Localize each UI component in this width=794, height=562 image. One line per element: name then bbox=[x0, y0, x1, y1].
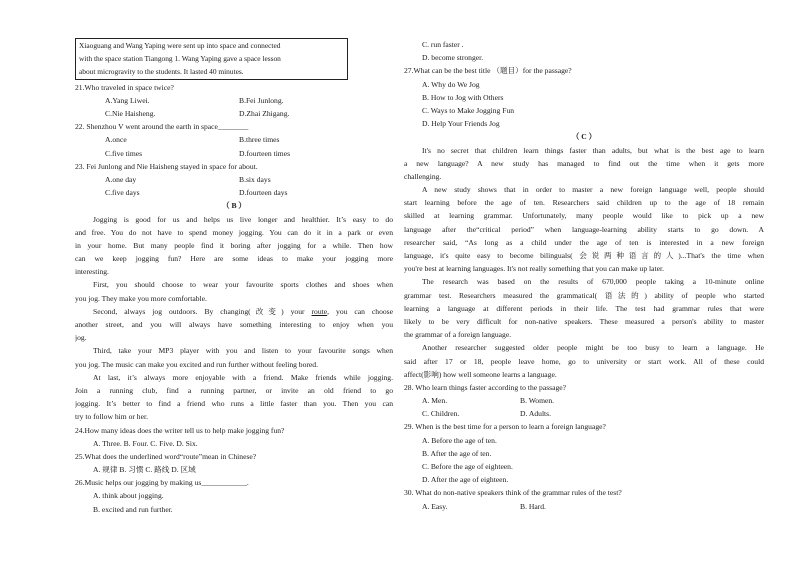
underlined-word-route: route bbox=[311, 306, 328, 316]
question-22-stem: 22. Shenzhou V went around the earth in space________ bbox=[75, 122, 249, 132]
question-22-options-row bbox=[75, 147, 393, 160]
passage-line: First, you should choose to wear your favourite sports clothes and shoes when bbox=[93, 280, 393, 290]
passage-line: language, it's quite easy to become bilinguals( 会说两种语言的人)...That's the time when bbox=[404, 251, 764, 260]
option-c: C. run faster . bbox=[422, 40, 464, 49]
option-b: B. After the age of ten. bbox=[422, 448, 492, 458]
option-b: B.Fei Junlong. bbox=[239, 95, 284, 105]
option-c: C. Ways to Make Jogging Fun bbox=[422, 105, 515, 115]
passage-line: another street, and you will always have something interesting to enjoy when you bbox=[75, 320, 393, 330]
passage-line: you're best at learning languages. It's not really something that you can make up later. bbox=[404, 264, 665, 274]
passage-b-paragraph-4 bbox=[75, 344, 393, 370]
question-28-options-row bbox=[404, 407, 764, 420]
option-d: D. Help Your Friends Jog bbox=[422, 119, 500, 129]
passage-line: grammar test. Researchers measured the grammatical( 语法的) ability of people who started bbox=[404, 290, 764, 300]
passage-line: It's no secret that children learn things faster than adults, but what is the best age to learn bbox=[422, 145, 764, 155]
option-a: A.once bbox=[105, 135, 127, 145]
passage-b-heading: （ B ） bbox=[221, 201, 247, 211]
option-c: C.five days bbox=[105, 188, 140, 198]
option-b: B.six days bbox=[239, 174, 271, 184]
passage-line: in your home. But many people find it boring after jogging for a while. Then how bbox=[75, 240, 393, 250]
option-a: A.one day bbox=[105, 174, 137, 184]
summary-line: with the space station Tiangong 1. Wang Yaping gave a space lesson bbox=[79, 54, 281, 64]
passage-b-paragraph-2 bbox=[75, 278, 393, 304]
passage-c-heading: （ C ） bbox=[571, 132, 597, 142]
question-25-stem: 25.What does the underlined word“route”mean in Chinese? bbox=[75, 451, 257, 461]
option-c: C. Children. bbox=[422, 409, 460, 419]
question-27-stem: 27.What can be the best title （题目）for the passage? bbox=[404, 66, 572, 76]
option-a: A. Easy. bbox=[422, 501, 448, 511]
passage-line: affect(影响) how well someone learns a language. bbox=[404, 369, 557, 379]
question-21-stem: 21.Who traveled in space twice? bbox=[75, 82, 174, 92]
passage-text: , you can choose bbox=[327, 306, 393, 316]
option-c: C.five times bbox=[105, 148, 143, 158]
question-24-options: A. Three. B. Four. C. Five. D. Six. bbox=[93, 438, 198, 448]
passage-line: start learning before the age of ten. Researchers said children up to the age of 18 remain bbox=[404, 198, 764, 208]
passage-text: Second, always jog outdoors. By changing(改变) your bbox=[93, 306, 312, 316]
option-b: B.three times bbox=[239, 135, 280, 145]
question-30-options-row bbox=[404, 500, 764, 513]
passage-line bbox=[75, 305, 393, 318]
option-d: D. Adults. bbox=[520, 409, 552, 419]
question-28-options-row bbox=[404, 394, 764, 407]
question-22-options-row bbox=[75, 133, 393, 146]
option-c: C.Nie Haisheng. bbox=[105, 108, 156, 118]
option-d: D.fourteen times bbox=[239, 148, 291, 158]
passage-line: Third, take your MP3 player with you and listen to your favourite songs when bbox=[93, 346, 393, 356]
passage-line: likely to be very difficult for non-native speakers. These measured a person's ability to master bbox=[404, 316, 764, 326]
option-a: A. Why do We Jog bbox=[422, 79, 480, 89]
summary-line: Xiaoguang and Wang Yaping were sent up into space and connected bbox=[79, 41, 281, 50]
passage-c-paragraph-4 bbox=[404, 341, 764, 381]
passage-line: you jog. The music can make you excited and run further without feeling bored. bbox=[75, 359, 318, 369]
option-b: B. Women. bbox=[520, 396, 555, 406]
passage-c-paragraph-1 bbox=[404, 144, 764, 184]
passage-line: The research was based on the results of 670,000 people taking a 10-minute online bbox=[422, 277, 764, 287]
option-c: C. Before the age of eighteen. bbox=[422, 462, 513, 472]
option-a: A. Men. bbox=[422, 396, 448, 406]
option-b: B. Hard. bbox=[520, 501, 546, 511]
question-24-stem: 24.How many ideas does the writer tell us to help make jogging fun? bbox=[75, 425, 285, 435]
question-26-stem: 26.Music helps our jogging by making us____________. bbox=[75, 478, 249, 488]
passage-b-paragraph-5 bbox=[75, 371, 393, 424]
passage-line: At last, it’s always more enjoyable with a friend. Make friends while jogging. bbox=[93, 372, 393, 382]
passage-line: skilled at learning grammar. Unfortunately, many people would like to pick up a new bbox=[404, 211, 764, 221]
question-30-stem: 30. What do non-native speakers think of the grammar rules of the test? bbox=[404, 488, 622, 498]
passage-line: language after the“critical period” when language-learning ability starts to go down. A bbox=[404, 224, 764, 234]
question-23-options-row bbox=[75, 173, 393, 186]
passage-line: interesting. bbox=[75, 267, 109, 277]
passage-line: a new language? A new study has managed to find out the time when it gets more bbox=[404, 158, 764, 168]
option-d: D. After the age of eighteen. bbox=[422, 475, 509, 485]
left-column bbox=[75, 38, 393, 516]
passage-b-paragraph-3 bbox=[75, 305, 393, 345]
option-d: D.Zhai Zhigang. bbox=[239, 108, 290, 118]
passage-line: jog. bbox=[75, 333, 87, 343]
passage-line: Another researcher suggested older people might be too busy to learn a language. He bbox=[422, 343, 764, 353]
passage-line: try to follow him or her. bbox=[75, 412, 148, 422]
question-23-options-row bbox=[75, 186, 393, 199]
passage-b-paragraph-1 bbox=[75, 213, 393, 279]
option-a: A. think about jogging. bbox=[93, 491, 164, 501]
passage-line: learning a language at different periods in their life. The test had grammar rules that were bbox=[404, 303, 764, 313]
passage-line: jogging. It’s better to find a friend who runs a little faster than you. Then you can bbox=[75, 399, 393, 409]
passage-line: and free. You do not have to spend money jogging. You can do it in a park or even bbox=[75, 227, 393, 237]
question-29-stem: 29. When is the best time for a person to learn a foreign language? bbox=[404, 422, 606, 432]
option-a: A. Before the age of ten. bbox=[422, 435, 497, 445]
summary-line: about microgravity to the students. It lasted 40 minutes. bbox=[79, 67, 244, 77]
question-28-stem: 28. Who learn things faster according to the passage? bbox=[404, 382, 567, 392]
passage-line: can we keep jogging fun? Here are some ideas to make your jogging more bbox=[75, 254, 393, 264]
passage-c-paragraph-2 bbox=[404, 183, 764, 275]
passage-c-paragraph-3 bbox=[404, 275, 764, 341]
passage-line: researcher said, “As long as a child under the age of ten is interested in a new foreign bbox=[404, 237, 764, 247]
question-25-options: A. 规律 B. 习惯 C. 路线 D. 区域 bbox=[93, 465, 196, 475]
option-a: A.Yang Liwei. bbox=[105, 95, 150, 105]
question-21-options-row bbox=[75, 94, 393, 107]
right-column bbox=[404, 38, 764, 513]
question-23-stem: 23. Fei Junlong and Nie Haisheng stayed in space for about. bbox=[75, 161, 258, 171]
option-b: B. excited and run further. bbox=[93, 504, 173, 514]
option-d: D. become stronger. bbox=[422, 53, 484, 63]
passage-line: said after 17 or 18, people leave home, go to university or start work. All of these could bbox=[404, 356, 764, 366]
passage-a-summary-box bbox=[75, 38, 348, 80]
passage-line: you jog. They make you more comfortable. bbox=[75, 293, 207, 303]
passage-line: the grammar of a foreign language. bbox=[404, 330, 512, 340]
question-21-options-row bbox=[75, 107, 393, 120]
option-b: B. How to Jog with Others bbox=[422, 92, 504, 102]
passage-line: A new study shows that in order to master a new foreign language well, people should bbox=[422, 185, 764, 195]
option-d: D.fourteen days bbox=[239, 188, 288, 198]
passage-line: Jogging is good for us and helps us live longer and healthier. It’s easy to do bbox=[93, 214, 393, 224]
passage-line: challenging. bbox=[404, 171, 442, 181]
passage-line: Join a running club, find a running partner, or invite an old friend to go bbox=[75, 385, 393, 395]
